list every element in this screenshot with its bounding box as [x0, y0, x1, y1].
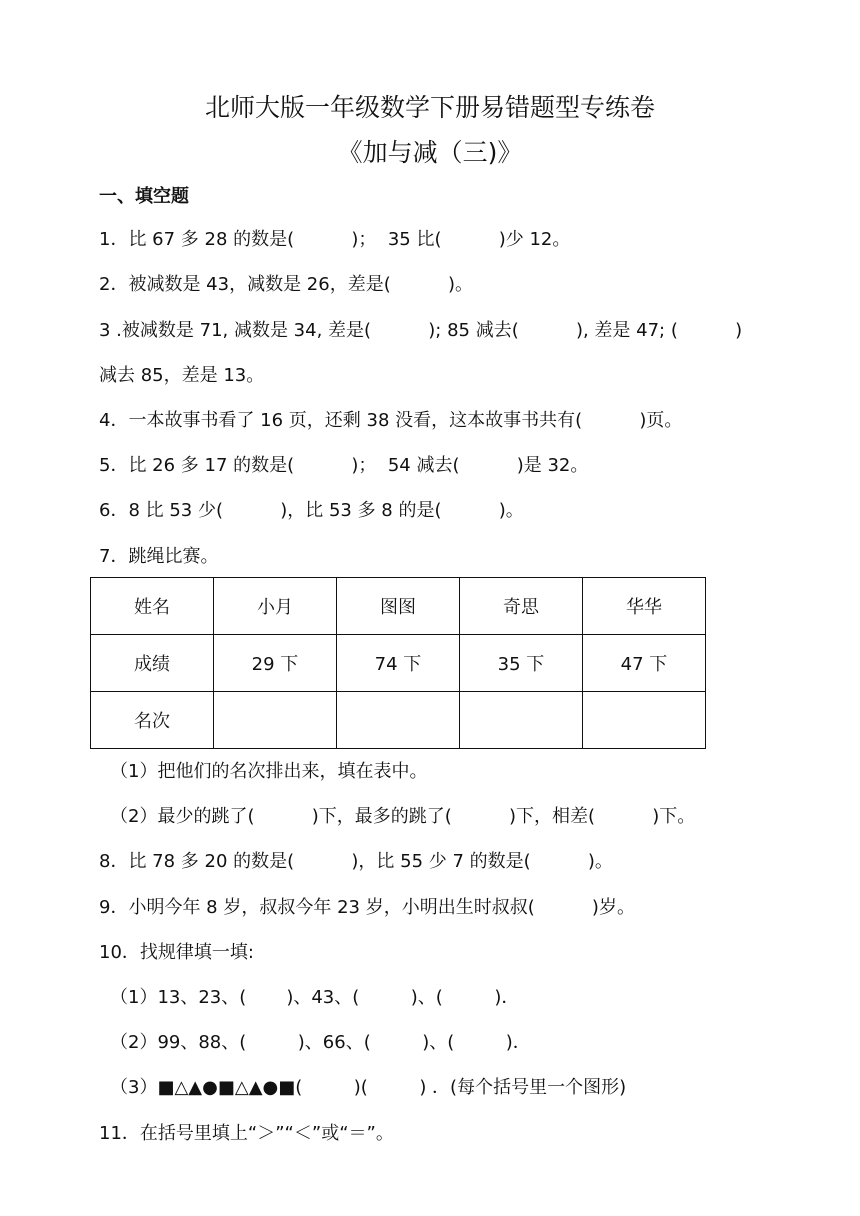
- table-cell: 姓名: [91, 578, 214, 635]
- table-cell: 29 下: [214, 635, 337, 692]
- rank-input-cell[interactable]: [337, 692, 460, 749]
- question-5: 5．比 26 多 17 的数是( )； 54 减去( )是 32。: [99, 455, 589, 476]
- question-10-part-3: （3）■△▲●■△▲●■( )( ) ．(每个括号里一个图形): [110, 1077, 627, 1098]
- document-subtitle: 《加与减（三)》: [337, 138, 523, 167]
- section-heading: 一、填空题: [99, 186, 189, 207]
- table-cell: 成绩: [91, 635, 214, 692]
- table-cell: 47 下: [583, 635, 706, 692]
- table-cell: 奇思: [460, 578, 583, 635]
- question-11: 11．在括号里填上“＞”“＜”或“＝”。: [99, 1123, 394, 1144]
- question-10-part-2: （2）99、88、( )、66、( )、( )．: [110, 1032, 531, 1053]
- table-row: [91, 578, 706, 635]
- question-10-part-1: （1）13、23、( )、43、( )、( )．: [110, 987, 520, 1008]
- table-cell: 小月: [214, 578, 337, 635]
- table-cell: 74 下: [337, 635, 460, 692]
- rank-input-cell[interactable]: [460, 692, 583, 749]
- score-table: [90, 577, 706, 749]
- question-7-part-1: （1）把他们的名次排出来，填在表中。: [110, 761, 428, 782]
- table-cell: 华华: [583, 578, 706, 635]
- table-row: [91, 692, 706, 749]
- question-7: 7．跳绳比赛。: [99, 546, 219, 567]
- rank-input-cell[interactable]: [214, 692, 337, 749]
- table-cell: 35 下: [460, 635, 583, 692]
- question-3-line-2: 减去 85，差是 13。: [99, 365, 265, 386]
- question-2: 2．被减数是 43，减数是 26，差是( )。: [99, 274, 473, 295]
- question-7-part-2: （2）最少的跳了( )下，最多的跳了( )下，相差( )下。: [110, 806, 696, 827]
- table-cell: 图图: [337, 578, 460, 635]
- table-cell: 名次: [91, 692, 214, 749]
- table-row: [91, 635, 706, 692]
- rank-input-cell[interactable]: [583, 692, 706, 749]
- question-10: 10．找规律填一填:: [99, 942, 254, 963]
- document-title: 北师大版一年级数学下册易错题型专练卷: [204, 93, 655, 122]
- question-3-line-1: 3 .被减数是 71, 减数是 34, 差是( ); 85 减去( ), 差是 47; ( ): [99, 320, 743, 341]
- question-4: 4．一本故事书看了 16 页，还剩 38 没看，这本故事书共有( )页。: [99, 410, 683, 431]
- question-1: 1．比 67 多 28 的数是( )； 35 比( )少 12。: [99, 229, 571, 250]
- question-8: 8．比 78 多 20 的数是( )，比 55 少 7 的数是( )。: [99, 851, 613, 872]
- question-6: 6．8 比 53 少( )，比 53 多 8 的是( )。: [99, 500, 524, 521]
- question-9: 9．小明今年 8 岁，叔叔今年 23 岁，小明出生时叔叔( )岁。: [99, 897, 635, 918]
